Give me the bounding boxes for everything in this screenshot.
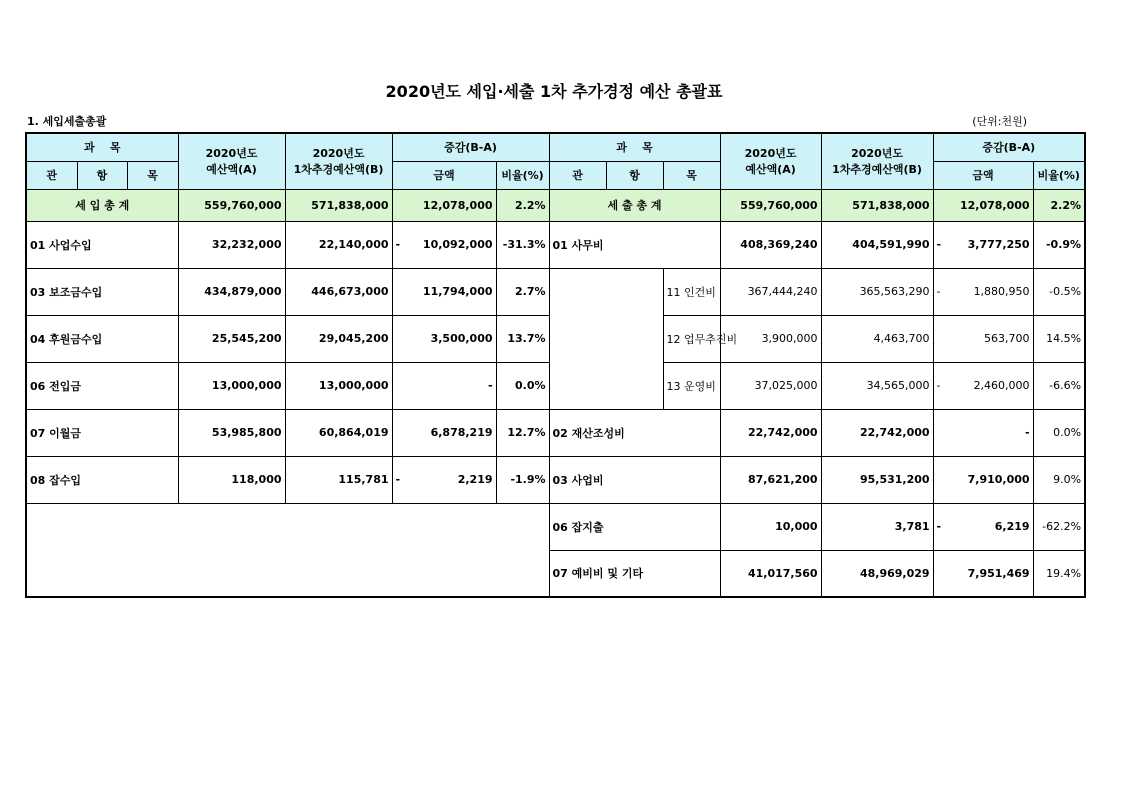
- expense-item-diff: - 2,460,000: [933, 362, 1033, 409]
- revenue-item-b: 60,864,019: [285, 409, 392, 456]
- expense-item-name: 03 사업비: [549, 456, 720, 503]
- expense-item-name: 06 잡지출: [549, 503, 720, 550]
- revenue-item-name: 01 사업수입: [26, 221, 178, 268]
- expense-hang-header: 항: [606, 161, 663, 189]
- expense-subitem-name: 12 업무추진비: [663, 315, 720, 362]
- revenue-ratio-header: 비율(%): [496, 161, 549, 189]
- expense-item-a: 41,017,560: [720, 550, 821, 597]
- expense-item-b: 22,742,000: [821, 409, 933, 456]
- table-row: [26, 456, 1085, 503]
- revenue-change-header: 증감(B-A): [392, 133, 549, 161]
- revenue-budget-a-header: 2020년도 예산액(A): [178, 133, 285, 189]
- expense-amount-header: 금액: [933, 161, 1033, 189]
- revenue-item-b: 13,000,000: [285, 362, 392, 409]
- revenue-total-b: 571,838,000: [285, 189, 392, 221]
- revenue-item-a: 118,000: [178, 456, 285, 503]
- expense-item-ratio: -62.2%: [1033, 503, 1085, 550]
- expense-item-ratio: -0.5%: [1033, 268, 1085, 315]
- revenue-item-diff: 6,878,219: [392, 409, 496, 456]
- expense-subitem-name: 11 인건비: [663, 268, 720, 315]
- expense-item-diff: 7,951,469: [933, 550, 1033, 597]
- table-row: [26, 268, 1085, 315]
- expense-item-a: 3,900,000: [720, 315, 821, 362]
- expense-change-header: 증감(B-A): [933, 133, 1085, 161]
- expense-item-b: 404,591,990: [821, 221, 933, 268]
- expense-item-b: 4,463,700: [821, 315, 933, 362]
- expense-item-a: 22,742,000: [720, 409, 821, 456]
- revenue-item-b: 446,673,000: [285, 268, 392, 315]
- expense-item-diff: - 6,219: [933, 503, 1033, 550]
- expense-item-ratio: 9.0%: [1033, 456, 1085, 503]
- revenue-item-name: 03 보조금수입: [26, 268, 178, 315]
- expense-item-ratio: 19.4%: [1033, 550, 1085, 597]
- expense-item-b: 365,563,290: [821, 268, 933, 315]
- unit-label: (단위:천원): [972, 115, 1027, 128]
- table-row: [26, 503, 1085, 550]
- budget-summary-table: [25, 132, 1086, 598]
- section-heading: 1. 세입세출총괄: [27, 115, 107, 128]
- expense-subject-header: 과 목: [549, 133, 720, 161]
- expense-total-b: 571,838,000: [821, 189, 933, 221]
- expense-item-a: 408,369,240: [720, 221, 821, 268]
- expense-total-a: 559,760,000: [720, 189, 821, 221]
- totals-row: [26, 189, 1085, 221]
- expense-item-b: 95,531,200: [821, 456, 933, 503]
- expense-subitem-name: 13 운영비: [663, 362, 720, 409]
- revenue-amount-header: 금액: [392, 161, 496, 189]
- expense-item-b: 48,969,029: [821, 550, 933, 597]
- revenue-item-b: 29,045,200: [285, 315, 392, 362]
- revenue-empty-area: [26, 503, 549, 597]
- expense-item-ratio: -6.6%: [1033, 362, 1085, 409]
- expense-item-name: 02 재산조성비: [549, 409, 720, 456]
- expense-ratio-header: 비율(%): [1033, 161, 1085, 189]
- revenue-item-ratio: -31.3%: [496, 221, 549, 268]
- expense-item-diff: -: [933, 409, 1033, 456]
- revenue-item-a: 25,545,200: [178, 315, 285, 362]
- revenue-item-a: 32,232,000: [178, 221, 285, 268]
- revenue-total-a: 559,760,000: [178, 189, 285, 221]
- expense-gwan-header: 관: [549, 161, 606, 189]
- revenue-item-ratio: 12.7%: [496, 409, 549, 456]
- expense-item-diff: 7,910,000: [933, 456, 1033, 503]
- expense-group-spacer: [549, 268, 663, 409]
- revenue-item-b: 115,781: [285, 456, 392, 503]
- expense-total-diff: 12,078,000: [933, 189, 1033, 221]
- revenue-item-ratio: 0.0%: [496, 362, 549, 409]
- revenue-item-name: 04 후원금수입: [26, 315, 178, 362]
- page-title: 2020년도 세입·세출 1차 추가경정 예산 총괄표: [385, 82, 723, 101]
- expense-total-label: 세 출 총 계: [549, 189, 720, 221]
- revenue-item-diff: 3,500,000: [392, 315, 496, 362]
- revenue-item-diff: - 2,219: [392, 456, 496, 503]
- revenue-item-diff: -: [392, 362, 496, 409]
- expense-budget-b-header: 2020년도 1차추경예산액(B): [821, 133, 933, 189]
- revenue-gwan-header: 관: [26, 161, 77, 189]
- expense-total-ratio: 2.2%: [1033, 189, 1085, 221]
- expense-item-ratio: 14.5%: [1033, 315, 1085, 362]
- revenue-item-a: 53,985,800: [178, 409, 285, 456]
- revenue-item-b: 22,140,000: [285, 221, 392, 268]
- expense-item-ratio: -0.9%: [1033, 221, 1085, 268]
- expense-budget-a-header: 2020년도 예산액(A): [720, 133, 821, 189]
- expense-item-b: 3,781: [821, 503, 933, 550]
- revenue-total-diff: 12,078,000: [392, 189, 496, 221]
- revenue-item-diff: 11,794,000: [392, 268, 496, 315]
- expense-item-ratio: 0.0%: [1033, 409, 1085, 456]
- expense-item-a: 10,000: [720, 503, 821, 550]
- expense-item-a: 367,444,240: [720, 268, 821, 315]
- revenue-hang-header: 항: [77, 161, 127, 189]
- revenue-item-diff: - 10,092,000: [392, 221, 496, 268]
- header-row-1: [26, 133, 1085, 161]
- expense-item-a: 37,025,000: [720, 362, 821, 409]
- expense-item-diff: 563,700: [933, 315, 1033, 362]
- table-row: [26, 221, 1085, 268]
- revenue-item-name: 08 잡수입: [26, 456, 178, 503]
- revenue-item-ratio: -1.9%: [496, 456, 549, 503]
- revenue-subject-header: 과 목: [26, 133, 178, 161]
- expense-item-name: 01 사무비: [549, 221, 720, 268]
- revenue-item-a: 434,879,000: [178, 268, 285, 315]
- expense-item-a: 87,621,200: [720, 456, 821, 503]
- expense-item-diff: - 1,880,950: [933, 268, 1033, 315]
- expense-item-diff: - 3,777,250: [933, 221, 1033, 268]
- revenue-item-ratio: 2.7%: [496, 268, 549, 315]
- revenue-total-ratio: 2.2%: [496, 189, 549, 221]
- expense-mok-header: 목: [663, 161, 720, 189]
- revenue-item-name: 06 전입금: [26, 362, 178, 409]
- revenue-budget-b-header: 2020년도 1차추경예산액(B): [285, 133, 392, 189]
- revenue-item-ratio: 13.7%: [496, 315, 549, 362]
- revenue-total-label: 세 입 총 계: [26, 189, 178, 221]
- revenue-item-a: 13,000,000: [178, 362, 285, 409]
- revenue-mok-header: 목: [127, 161, 178, 189]
- expense-item-name: 07 예비비 및 기타: [549, 550, 720, 597]
- revenue-item-name: 07 이월금: [26, 409, 178, 456]
- table-row: [26, 409, 1085, 456]
- expense-item-b: 34,565,000: [821, 362, 933, 409]
